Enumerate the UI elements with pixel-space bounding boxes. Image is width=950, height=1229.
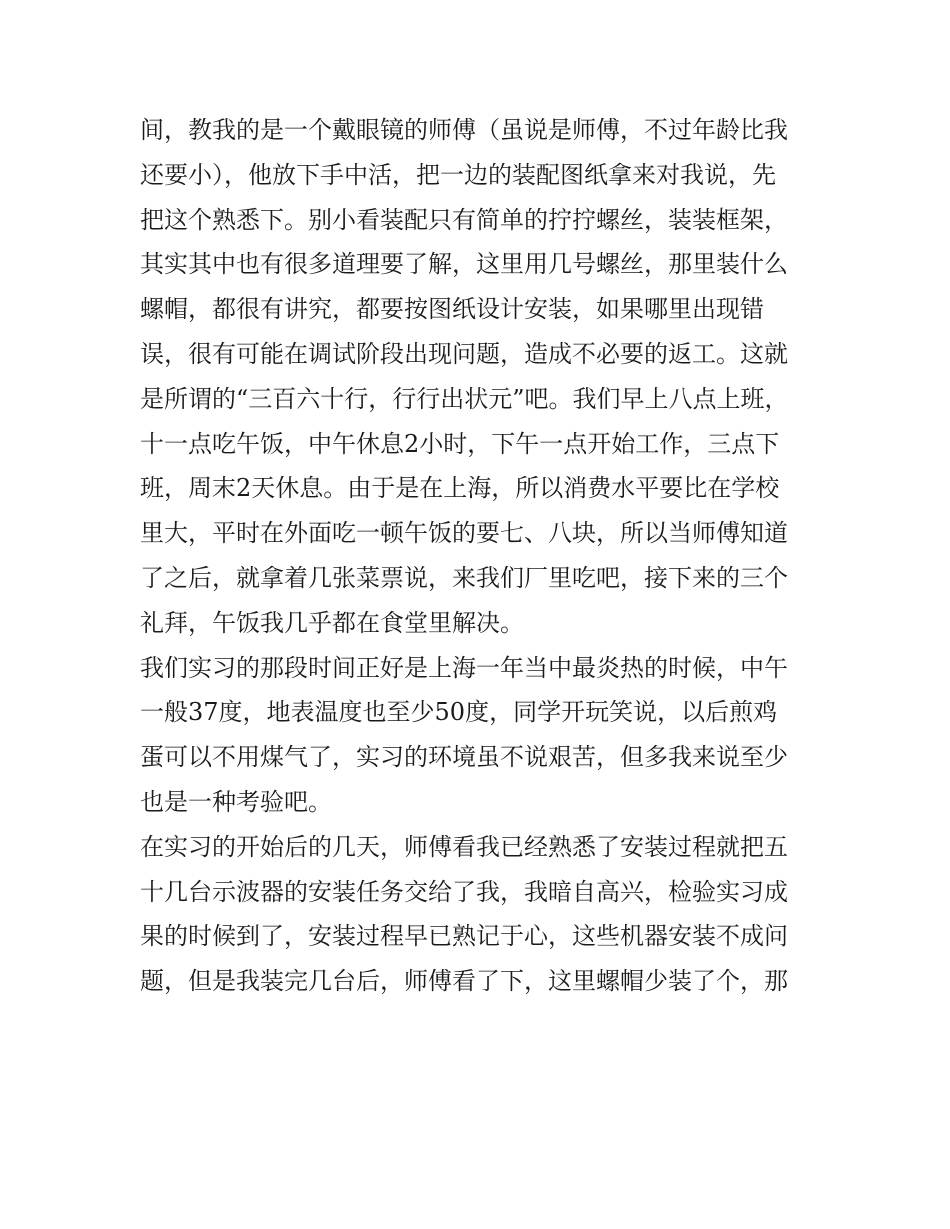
text-line: 里大，平时在外面吃一顿午饭的要七、八块，所以当师傅知道 <box>140 519 788 548</box>
text-line: 其实其中也有很多道理要了解，这里用几号螺丝，那里装什么 <box>140 250 788 279</box>
text-line: 蛋可以不用煤气了，实习的环境虽不说艰苦，但多我来说至少 <box>140 743 788 772</box>
text-line: 题，但是我装完几台后，师傅看了下，这里螺帽少装了个，那 <box>140 967 788 996</box>
text-line: 我们实习的那段时间正好是上海一年当中最炎热的时候，中午 <box>140 653 788 682</box>
text-line: 礼拜，午饭我几乎都在食堂里解决。 <box>140 608 524 637</box>
text-line: 十一点吃午饭，中午休息2小时，下午一点开始工作，三点下 <box>140 429 780 458</box>
text-line: 螺帽，都很有讲究，都要按图纸设计安装，如果哪里出现错 <box>140 295 764 324</box>
text-line: 了之后，就拿着几张菜票说，来我们厂里吃吧，接下来的三个 <box>140 563 788 592</box>
text-line: 误，很有可能在调试阶段出现问题，造成不必要的返工。这就 <box>140 339 788 368</box>
text-line: 也是一种考验吧。 <box>140 787 332 816</box>
text-line: 是所谓的“三百六十行，行行出状元”吧。我们早上八点上班， <box>140 384 789 413</box>
text-line: 把这个熟悉下。别小看装配只有简单的拧拧螺丝，装装框架， <box>140 205 788 234</box>
text-line: 还要小），他放下手中活，把一边的装配图纸拿来对我说，先 <box>140 160 776 189</box>
text-line: 在实习的开始后的几天，师傅看我已经熟悉了安装过程就把五 <box>140 832 788 861</box>
text-line: 十几台示波器的安装任务交给了我，我暗自高兴，检验实习成 <box>140 877 788 906</box>
text-line: 果的时候到了，安装过程早已熟记于心，这些机器安装不成问 <box>140 922 788 951</box>
text-line: 间，教我的是一个戴眼镜的师傅（虽说是师傅，不过年龄比我 <box>140 116 788 144</box>
text-line: 一般37度，地表温度也至少50度，同学开玩笑说，以后煎鸡 <box>140 698 778 727</box>
text-line: 班，周末2天休息。由于是在上海，所以消费水平要比在学校 <box>140 474 780 503</box>
body-text <box>140 108 820 1004</box>
